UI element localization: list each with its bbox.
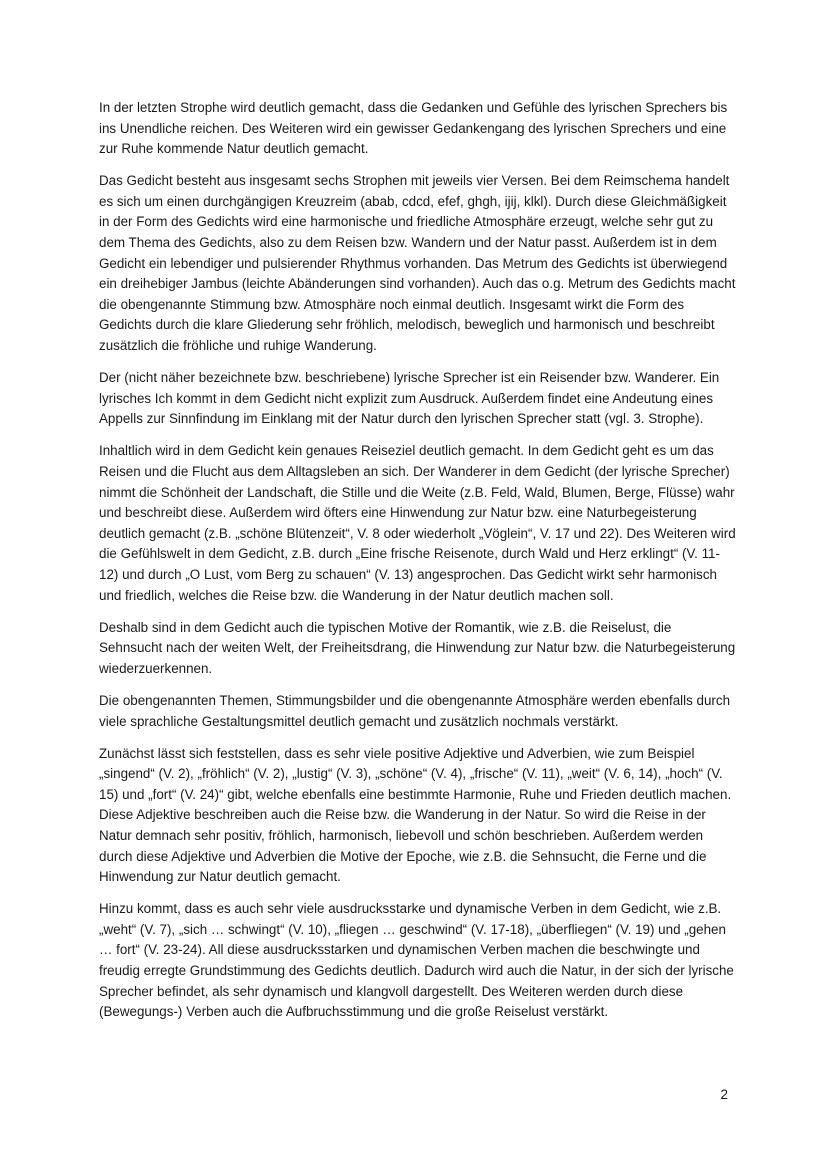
paragraph-form: Das Gedicht besteht aus insgesamt sechs Strophen mit jeweils vier Versen. Bei dem Reimschema handelt es sich um einen durchgängigen Kreuzreim (abab, cdcd, efef, ghgh, ijij, klkl). Durch diese Gleichmäßigkeit in der Form des Gedichts wird eine harmonische und friedliche Atmosphäre erzeugt, welche sehr gut zu dem Thema des Gedichts, also zu dem Reisen bzw. Wandern und der Natur passt. Außerdem ist in dem Gedicht ein lebendiger und pulsierender Rhythmus vorhanden. Das Metrum des Gedichts ist überwiegend ein dreihebiger Jambus (leichte Abänderungen sind vorhanden). Auch das o.g. Metrum des Gedichts macht die obengenannte Stimmung bzw. Atmosphäre noch einmal deutlich. Insgesamt wirkt die Form des Gedichts durch die klare Gliederung sehr fröhlich, melodisch, beweglich und harmonisch und beschreibt zusätzlich die fröhliche und ruhige Wanderung. (99, 173, 736, 354)
paragraph-last-stanza: In der letzten Strophe wird deutlich gemacht, dass die Gedanken und Gefühle des lyrischen Sprechers bis ins Unendliche reichen. Des Weiteren wird ein gewisser Gedankengang des lyrischen Sprechers und eine zur Ruhe kommende Natur deutlich gemacht. (99, 100, 728, 157)
paragraph-romantic-motifs: Deshalb sind in dem Gedicht auch die typischen Motive der Romantik, wie z.B. die Reiselust, die Sehnsucht nach der weiten Welt, der Freiheitsdrang, die Hinwendung zur Natur bzw. die Naturbegeisterung wiederzuerkennen. (99, 619, 736, 676)
paragraph-content: Inhaltlich wird in dem Gedicht kein genaues Reiseziel deutlich gemacht. In dem Gedicht geht es um das Reisen und die Flucht aus dem Alltagsleben an sich. Der Wanderer in dem Gedicht (der lyrische Sprecher) nimmt die Schönheit der Landschaft, die Stille und die Weite (z.B. Feld, Wald, Blumen, Berge, Flüsse) wahr und beschreibt diese. Außerdem wird öfters eine Hinwendung zur Natur bzw. eine Naturbegeisterung deutlich gemacht (z.B. „schöne Blütenzeit“, V. 8 oder wiederholt „Vöglein“, V. 17 und 22). Des Weiteren wird die Gefühlswelt in dem Gedicht, z.B. durch „Eine frische Reisenote, durch Wald und Herz erklingt“ (V. 11-12) und durch „O Lust, vom Berg zu schauen“ (V. 13) angesprochen. Das Gedicht wirkt sehr harmonisch und friedlich, welches die Reise bzw. die Wanderung in der Natur deutlich machen soll. (99, 443, 736, 603)
paragraph-stylistic-devices: Die obengenannten Themen, Stimmungsbilder und die obengenannte Atmosphäre werden ebenfalls durch viele sprachliche Gestaltungsmittel deutlich gemacht und zusätzlich nochmals verstärkt. (99, 692, 731, 729)
paragraph-adjectives: Zunächst lässt sich feststellen, dass es sehr viele positive Adjektive und Adverbien, wie zum Beispiel „singend“ (V. 2), „fröhlich“ (V. 2), „lustig“ (V. 3), „schöne“ (V. 4), „frische“ (V. 11), „weit“ (V. 6, 14), „hoch“ (V. 15) und „fort“ (V. 24)“ gibt, welche ebenfalls eine bestimmte Harmonie, Ruhe und Frieden deutlich machen. Diese Adjektive beschreiben auch die Reise bzw. die Wanderung in der Natur. So wird die Reise in der Natur demnach sehr positiv, fröhlich, harmonisch, liebevoll und schön beschrieben. Außerdem werden durch diese Adjektive und Adverbien die Motive der Epoche, wie z.B. die Sehnsucht, die Ferne und die Hinwendung zur Natur deutlich gemacht. (99, 745, 732, 885)
page-number: 2 (720, 1087, 728, 1102)
paragraph-verbs: Hinzu kommt, dass es auch sehr viele ausdrucksstarke und dynamische Verben in dem Gedicht, wie z.B. „weht“ (V. 7), „sich … schwingt“ (V. 10), „fliegen … geschwind“ (V. 17-18), „überfliegen“ (V. 19) und „gehen … fort“ (V. 23-24). All diese ausdrucksstarken und dynamischen Verben machen die beschwingte und freudig erregte Grundstimmung des Gedichts deutlich. Dadurch wird auch die Natur, in der sich der lyrische Sprecher befindet, als sehr dynamisch und klangvoll dargestellt. Des Weiteren werden durch diese (Bewegungs-) Verben auch die Aufbruchsstimmung und die große Reiselust verstärkt. (99, 901, 734, 1020)
paragraph-speaker: Der (nicht näher bezeichnete bzw. beschriebene) lyrische Sprecher ist ein Reisender bzw. Wanderer. Ein lyrisches Ich kommt in dem Gedicht nicht explizit zum Ausdruck. Außerdem findet eine Andeutung eines Appells zur Sinnfindung im Einklang mit der Natur durch den lyrischen Sprecher statt (vgl. 3. Strophe). (99, 370, 720, 427)
document-body (99, 98, 737, 1034)
